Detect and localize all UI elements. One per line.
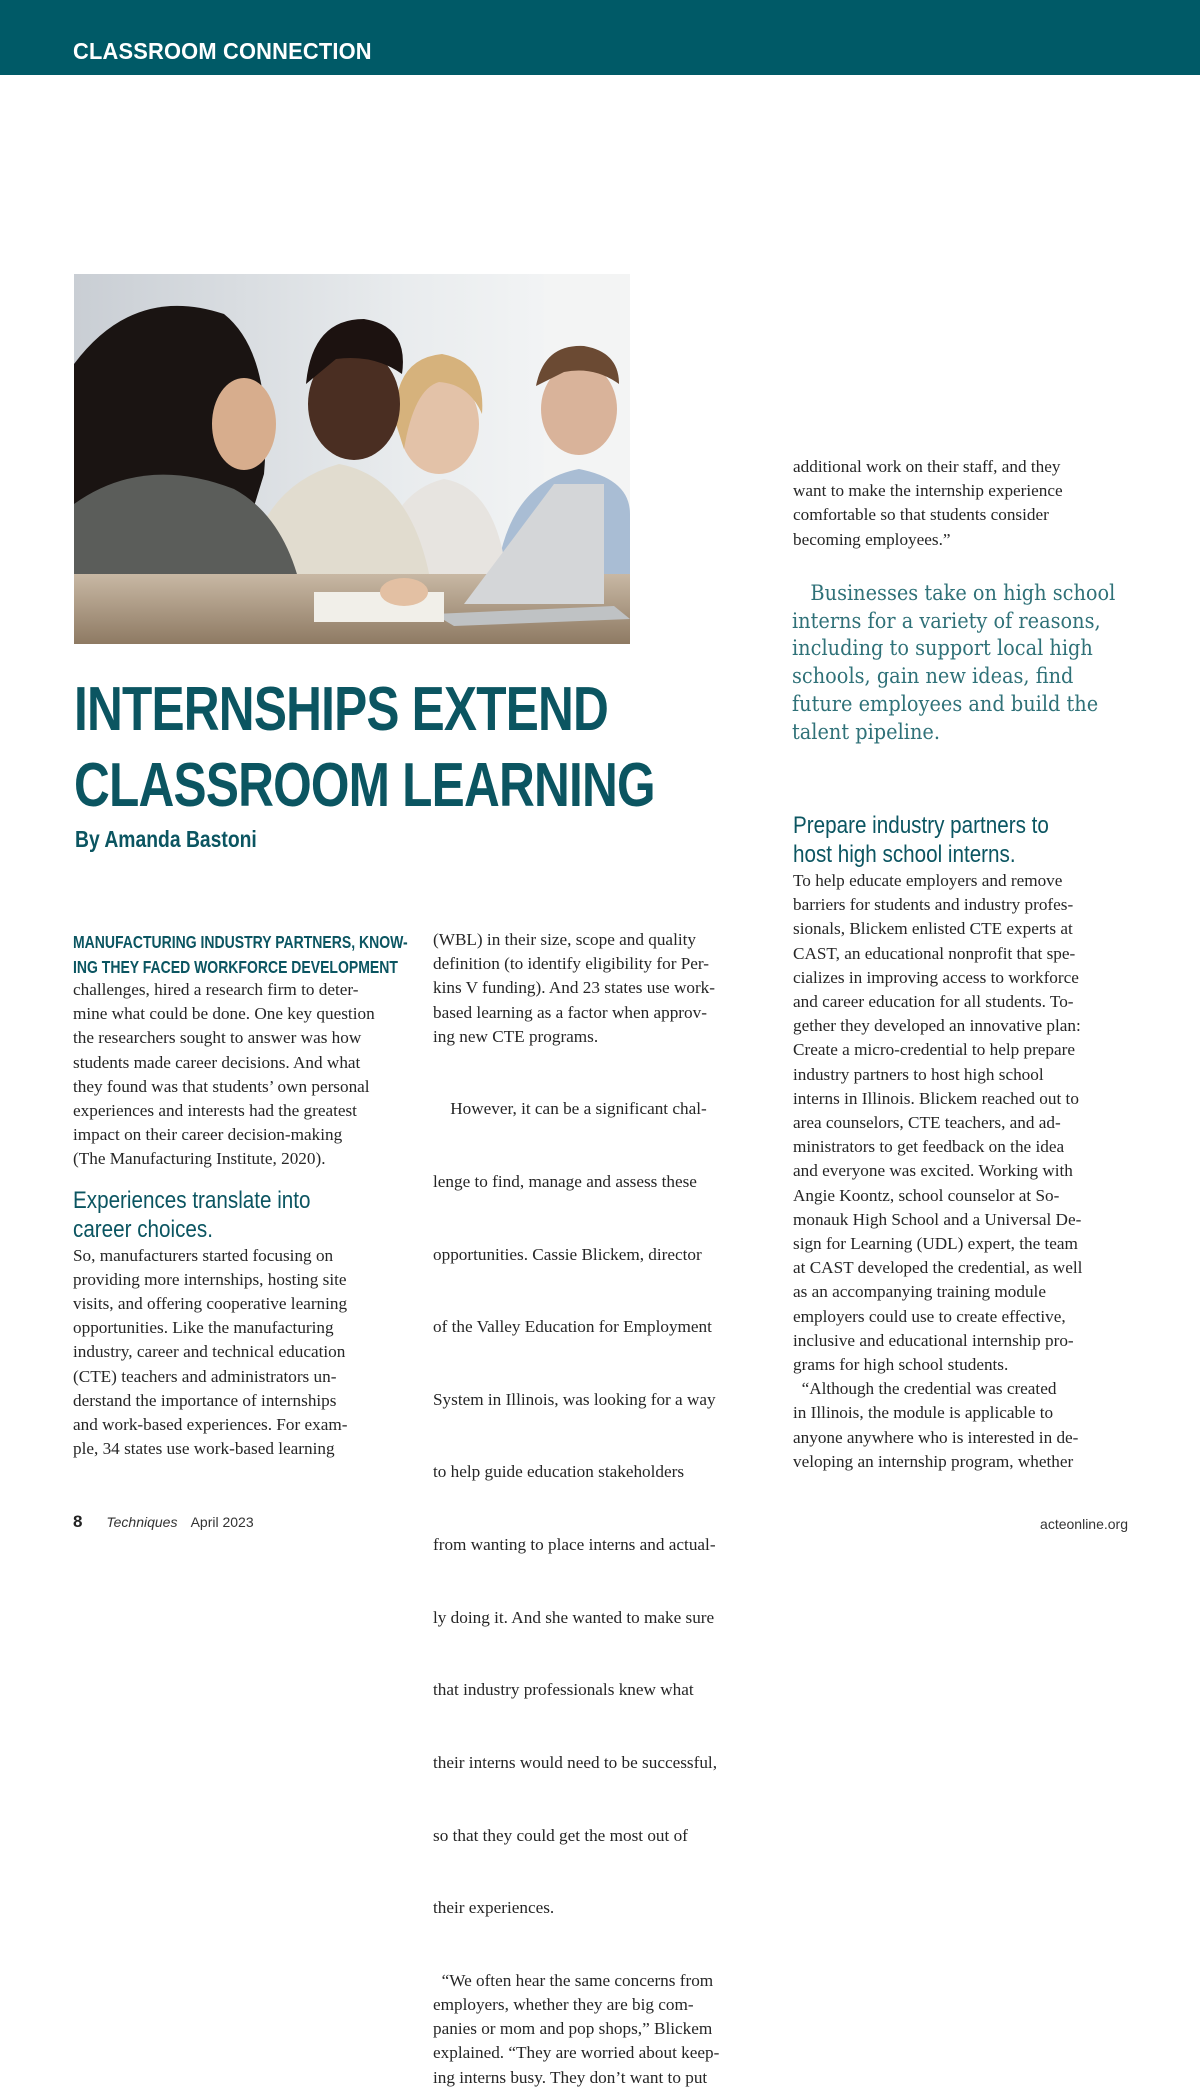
text-line: future employees and build the — [792, 691, 1099, 716]
text-line: panies or mom and pop shops,” Blickem — [433, 2019, 713, 2039]
title-line: INTERNSHIPS EXTEND — [74, 675, 609, 744]
text-line: employers could use to create effective, — [793, 1306, 1066, 1326]
text-line: from wanting to place interns and actual- — [433, 1535, 716, 1555]
lead-in-caps — [73, 930, 417, 979]
text-line: impact on their career decision-making — [73, 1125, 343, 1145]
text-line: MANUFACTURING INDUSTRY PARTNERS, KNOW- — [73, 932, 408, 952]
text-line: interns for a variety of reasons, — [792, 608, 1101, 633]
text-line: anyone anywhere who is interested in de- — [793, 1427, 1079, 1447]
text-line: lenge to find, manage and assess these — [433, 1172, 697, 1192]
text-line: Create a micro-credential to help prepare — [793, 1040, 1076, 1060]
text-line: barriers for students and industry profes- — [793, 895, 1074, 915]
paragraph — [433, 1969, 773, 2090]
text-line: challenges, hired a research firm to deter- — [73, 980, 359, 999]
text-line: inclusive and educational internship pro- — [793, 1330, 1074, 1350]
text-line: Prepare industry partners to — [793, 812, 1049, 839]
text-line: cializes in improving access to workforce — [793, 967, 1079, 987]
text-line: becoming employees.” — [793, 529, 951, 549]
text-line: ministrators to get feedback on the idea — [793, 1137, 1065, 1157]
page-footer — [73, 1512, 254, 1532]
text-line: visits, and offering cooperative learning — [73, 1294, 348, 1314]
text-line: employers, whether they are big com- — [433, 1994, 694, 2014]
text-line: kins V funding). And 23 states use work- — [433, 978, 715, 998]
text-line: experiences and interests had the greatest — [73, 1101, 357, 1121]
text-line: gether they developed an innovative plan: — [793, 1016, 1081, 1036]
text-line: To help educate employers and remove — [793, 871, 1063, 890]
paragraph — [433, 1049, 773, 1969]
paragraph — [433, 928, 773, 1049]
byline: By Amanda Bastoni — [75, 826, 257, 852]
text-line: host high school interns. — [793, 841, 1016, 868]
text-line: as an accompanying training module — [793, 1282, 1046, 1302]
article-column-1 — [73, 930, 413, 1461]
text-line: career choices. — [73, 1215, 213, 1243]
text-line: ly doing it. And she wanted to make sure — [433, 1607, 715, 1627]
paragraph — [793, 1377, 1138, 1474]
article-column-3-lower — [793, 811, 1138, 1474]
text-line: ing new CTE programs. — [433, 1026, 599, 1046]
text-line: (CTE) teachers and administrators un- — [73, 1366, 337, 1386]
text-line: comfortable so that students consider — [793, 505, 1049, 525]
text-line: and work-based experiences. For exam- — [73, 1415, 348, 1435]
text-line: providing more internships, hosting site — [73, 1269, 347, 1289]
text-line: opportunities. Like the manufacturing — [73, 1318, 334, 1338]
text-line: “We often hear the same concerns from — [433, 1970, 714, 1990]
issue-date: April 2023 — [190, 1514, 254, 1530]
text-line: mine what could be done. One key question — [73, 1004, 375, 1024]
subheading — [73, 1186, 417, 1244]
text-line: their experiences. — [433, 1898, 555, 1918]
pull-quote — [792, 580, 1115, 746]
text-line: monauk High School and a Universal De- — [793, 1209, 1082, 1229]
text-line: “Although the credential was created — [793, 1379, 1057, 1399]
title-line: CLASSROOM LEARNING — [74, 751, 655, 820]
text-line: definition (to identify eligibility for Per- — [433, 954, 710, 974]
text-line: Businesses take on high school — [792, 581, 1116, 605]
text-line: based learning as a factor when approv- — [433, 1002, 707, 1022]
section-label: CLASSROOM CONNECTION — [73, 38, 372, 64]
text-line: sign for Learning (UDL) expert, the team — [793, 1234, 1078, 1254]
text-line: However, it can be a significant chal- — [433, 1099, 707, 1119]
text-line: their interns would need to be successful, — [433, 1752, 717, 1772]
text-line: to help guide education stakeholders — [433, 1462, 685, 1482]
text-line: (The Manufacturing Institute, 2020). — [73, 1149, 326, 1169]
text-line: industry partners to host high school — [793, 1064, 1044, 1084]
text-line: So, manufacturers started focusing on — [73, 1245, 334, 1265]
text-line: CAST, an educational nonprofit that spe- — [793, 943, 1076, 963]
text-line: System in Illinois, was looking for a way — [433, 1389, 716, 1409]
text-line: at CAST developed the credential, as well — [793, 1258, 1083, 1278]
text-line: derstand the importance of internships — [73, 1390, 337, 1410]
paragraph — [73, 1244, 413, 1462]
text-line: that industry professionals knew what — [433, 1680, 694, 1700]
text-line: industry, career and technical education — [73, 1342, 346, 1362]
text-line: the researchers sought to answer was how — [73, 1028, 362, 1048]
text-line: interns in Illinois. Blickem reached out to — [793, 1088, 1079, 1108]
text-line: want to make the internship experience — [793, 481, 1063, 501]
text-line: explained. “They are worried about keep- — [433, 2043, 720, 2063]
text-line: Angie Koontz, school counselor at So- — [793, 1185, 1060, 1205]
text-line: additional work on their staff, and they — [793, 457, 1061, 476]
text-line: schools, gain new ideas, find — [792, 664, 1074, 689]
text-line: including to support local high — [792, 636, 1093, 661]
text-line: ing interns busy. They don’t want to put — [433, 2067, 708, 2087]
article-title — [74, 672, 655, 824]
text-line: talent pipeline. — [792, 719, 940, 744]
paragraph — [793, 455, 1138, 552]
text-line: grams for high school students. — [793, 1355, 1009, 1375]
text-line: of the Valley Education for Employment — [433, 1317, 712, 1337]
text-line: sionals, Blickem enlisted CTE experts at — [793, 919, 1073, 939]
paragraph — [73, 978, 413, 1172]
footer-website-link[interactable]: acteonline.org — [1040, 1516, 1128, 1532]
article-column-2 — [433, 928, 773, 2090]
photo-students-at-laptop-icon — [74, 274, 630, 644]
text-line: and career education for all students. To- — [793, 992, 1074, 1012]
text-line: (WBL) in their size, scope and quality — [433, 930, 696, 949]
paragraph — [793, 869, 1138, 1377]
text-line: students made career decisions. And what — [73, 1052, 361, 1072]
page-number: 8 — [73, 1512, 83, 1531]
text-line: ple, 34 states use work-based learning — [73, 1439, 335, 1459]
text-line: opportunities. Cassie Blickem, director — [433, 1244, 702, 1264]
article-column-3 — [793, 455, 1138, 552]
text-line: Experiences translate into — [73, 1186, 311, 1214]
text-line: veloping an internship program, whether — [793, 1451, 1074, 1471]
subheading — [793, 811, 1137, 869]
text-line: so that they could get the most out of — [433, 1825, 688, 1845]
magazine-name: Techniques — [106, 1514, 178, 1530]
text-line: and everyone was excited. Working with — [793, 1161, 1073, 1181]
article-photo — [74, 274, 630, 644]
text-line: in Illinois, the module is applicable to — [793, 1403, 1054, 1423]
text-line: area counselors, CTE teachers, and ad- — [793, 1113, 1061, 1133]
text-line: ING THEY FACED WORKFORCE DEVELOPMENT — [73, 956, 398, 977]
text-line: they found was that students’ own personal — [73, 1076, 370, 1096]
